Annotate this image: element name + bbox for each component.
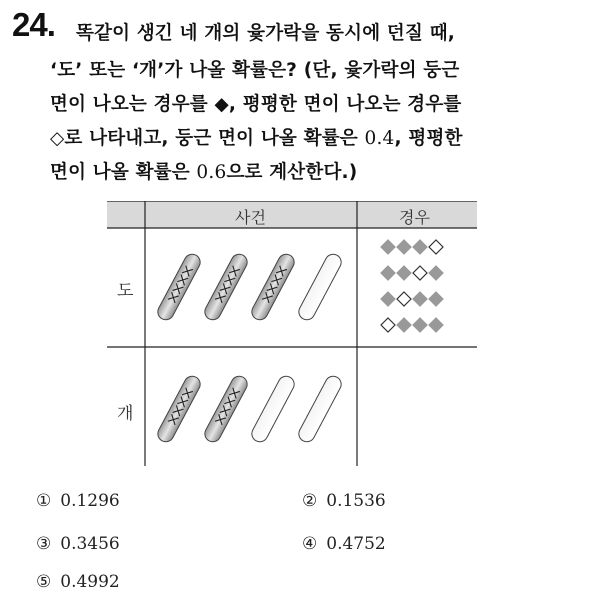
question-text-line-4-a: ◇로 나타내고, 둥근 면이 나올 확률은 [50, 128, 365, 149]
round-stick-r2-2 [202, 373, 250, 444]
question-text-line-2: ‘도’ 또는 ‘개’가 나올 확률은? (단, 윷가락의 둥근 [50, 60, 460, 81]
option-2[interactable]: ② 0.1536 [302, 491, 386, 511]
column-header-event: 사건 [235, 208, 266, 227]
round-side-diamond [429, 318, 443, 332]
question-text-line-5 [50, 158, 357, 184]
round-side-diamond [397, 266, 411, 280]
round-side-diamond [397, 240, 411, 254]
question-text-line-3: 면이 나오는 경우를 ◆, 평평한 면이 나오는 경우를 [50, 94, 462, 115]
option-3[interactable]: ③ 0.3456 [36, 534, 120, 554]
row-label-do: 도 [117, 281, 134, 301]
question-text-line-5-a: 면이 나올 확률은 [50, 162, 197, 183]
case-diamonds [381, 240, 443, 332]
round-stick-r2-1 [155, 373, 203, 444]
question-text-line-1: 똑같이 생긴 네 개의 윷가락을 동시에 던질 때, [76, 23, 455, 44]
flat-side-diamond [413, 266, 427, 280]
table-graphics [107, 201, 477, 466]
round-side-diamond [381, 266, 395, 280]
option-5[interactable]: ⑤ 0.4992 [36, 572, 120, 592]
option-4[interactable]: ④ 0.4752 [302, 534, 386, 554]
flat-side-diamond [397, 292, 411, 306]
event-table [107, 201, 477, 466]
round-probability: 0.4 [364, 128, 395, 149]
round-side-diamond [429, 292, 443, 306]
question-text-line-4 [50, 124, 463, 150]
round-stick-r1-1 [155, 251, 203, 322]
round-side-diamond [381, 292, 395, 306]
round-side-diamond [413, 292, 427, 306]
question-text-line-5-b: 으로 계산한다.) [226, 162, 358, 183]
flat-stick-r2-3 [249, 373, 297, 444]
row-label-gae: 개 [117, 404, 134, 424]
round-stick-r1-2 [202, 251, 250, 322]
flat-side-diamond [381, 318, 395, 332]
flat-side-diamond [429, 240, 443, 254]
question-text-line-4-b: , 평평한 [394, 128, 463, 149]
yut-sticks [155, 251, 344, 444]
round-side-diamond [381, 240, 395, 254]
round-side-diamond [413, 318, 427, 332]
option-1[interactable]: ① 0.1296 [36, 491, 120, 511]
round-side-diamond [413, 240, 427, 254]
round-side-diamond [397, 318, 411, 332]
flat-probability: 0.6 [196, 162, 227, 183]
flat-stick-r1-4 [296, 251, 344, 322]
column-header-cases: 경우 [399, 208, 430, 227]
question-number: 24. [12, 6, 55, 43]
flat-stick-r2-4 [296, 373, 344, 444]
round-side-diamond [429, 266, 443, 280]
round-stick-r1-3 [249, 251, 297, 322]
